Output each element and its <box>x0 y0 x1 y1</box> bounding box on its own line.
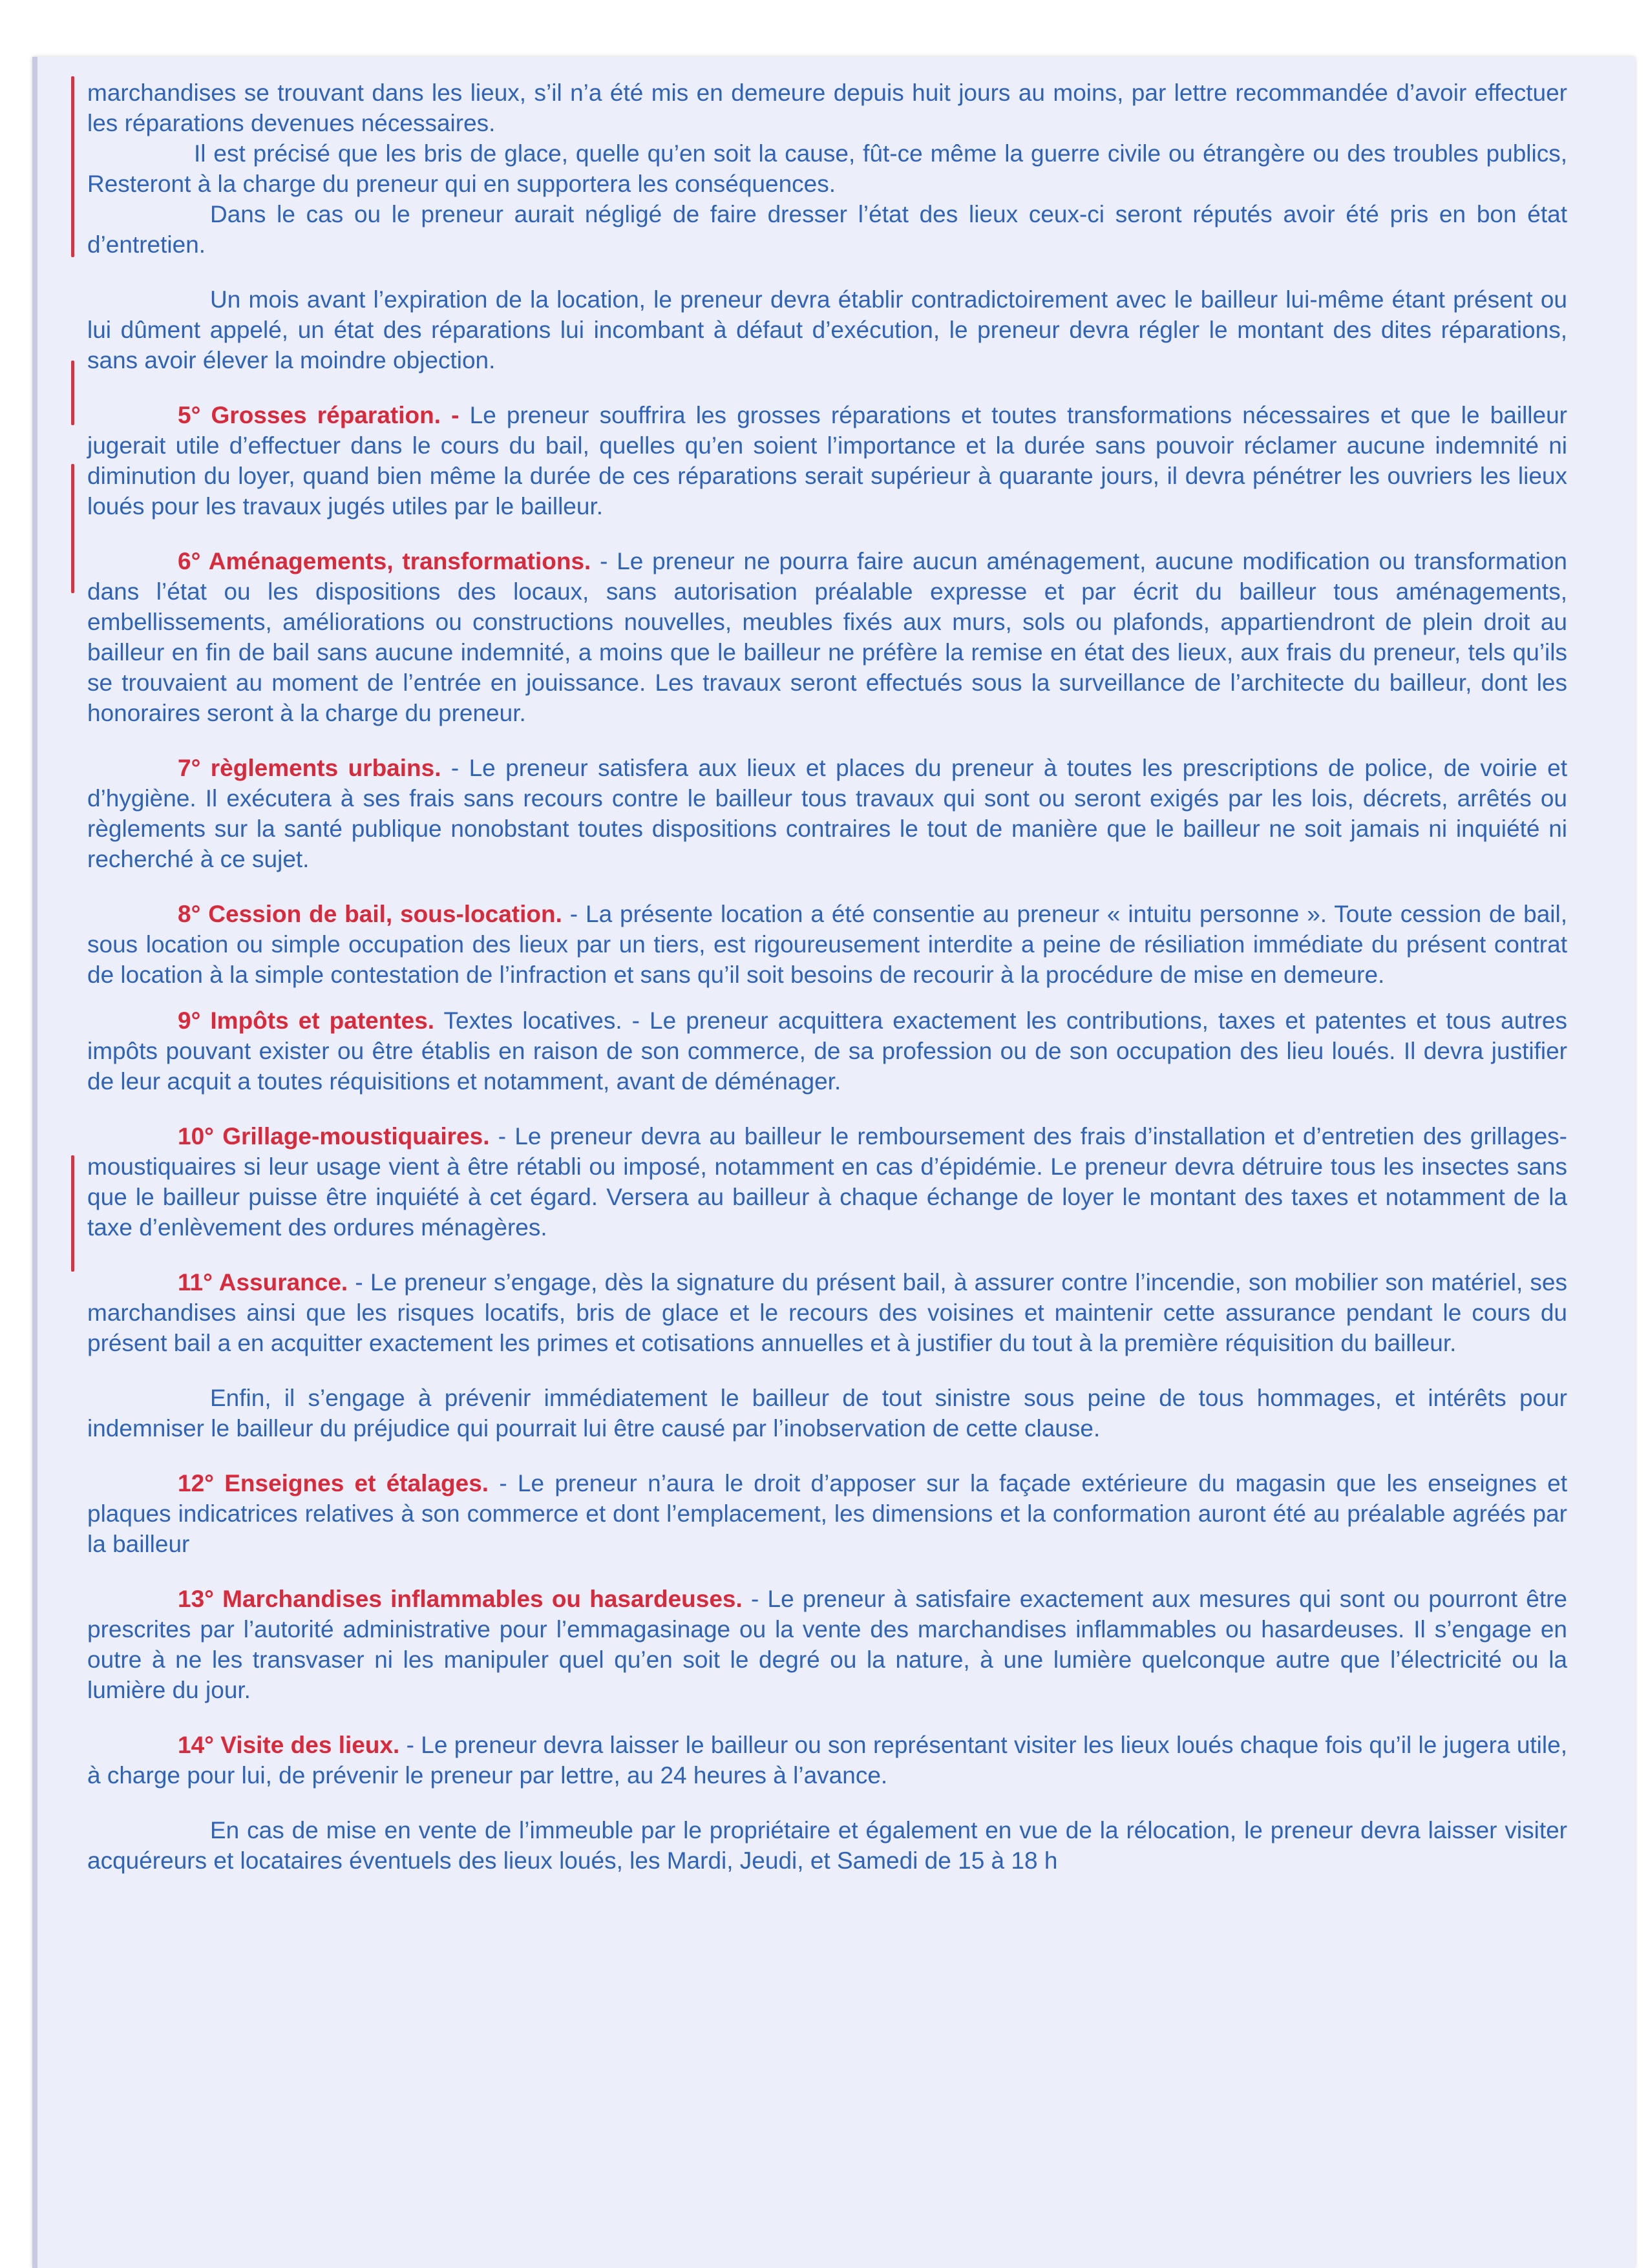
article-10-text: - Le preneur devra au bailleur le remboursement des frais d’installation et d’entretien des grillages-moustiquaires si leur usage vient à être rétabli ou imposé, notamment en cas d’épidémie. Le preneur devra détruire tous les insectes sans que le bailleur puisse être inquiété à cet égard. Versera au bailleur à chaque échange de loyer le montant des taxes et notamment de la taxe d’enlèvement des ordures ménagères. <box>87 1123 1567 1241</box>
article-7-text: - Le preneur satisfera aux lieux et places du preneur à toutes les prescriptions de police, de voirie et d’hygiène. Il exécutera à ses frais sans recours contre le bailleur tous travaux qui sont ou seront exigés par les lois, décrets, arrêtés ou règlements sur la santé publique nonobstant toutes dispositions contraires le tout de manière que le bailleur ne soit jamais ni inquiété ni recherché à ce sujet. <box>87 755 1567 872</box>
article-14-text: - Le preneur devra laisser le bailleur ou son représentant visiter les lieux loués chaque fois qu’il le jugera utile, à charge pour lui, de prévenir le preneur par lettre, au 24 heures à l’avance. <box>87 1732 1567 1789</box>
paragraph-intro-2: Il est précisé que les bris de glace, quelle qu’en soit la cause, fût-ce même la guerre civile ou étrangère ou des troubles publics, Resteront à la charge du preneur qui en supportera les conséquences. <box>87 140 1567 197</box>
article-7 <box>87 753 1567 874</box>
article-11-title: 11° Assurance. <box>178 1269 348 1296</box>
article-12-text: - Le preneur n’aura le droit d’apposer sur la façade extérieure du magasin que les enseignes et plaques indicatrices relatives à son commerce et dont l’emplacement, les dimensions et la conformation auront été au préalable agréés par la bailleur <box>87 1470 1568 1557</box>
margin-mark <box>71 361 74 425</box>
article-5-text: Le preneur souffrira les grosses réparations et toutes transformations nécessaires et que le bailleur jugerait utile d’effectuer dans le cours du bail, quelles qu’en soient l’importance et la durée sans pouvoir réclamer aucune indemnité ni diminution du loyer, quand bien même la durée de ces réparations serait supérieur à quarante jours, il devra pénétrer les ouvriers les lieux loués pour les travaux jugés utiles par le bailleur. <box>87 402 1567 520</box>
article-8 <box>87 899 1567 990</box>
article-5-title: 5° Grosses réparation. - <box>178 402 460 428</box>
margin-mark <box>71 76 74 257</box>
margin-mark <box>71 1155 74 1272</box>
article-9-title: 9° Impôts et patentes. <box>178 1007 435 1034</box>
article-10 <box>87 1121 1567 1243</box>
article-11 <box>87 1267 1567 1358</box>
page-edge <box>32 57 37 2268</box>
article-13-title: 13° Marchandises inflammables ou hasardeuses. <box>178 1586 743 1612</box>
article-8-title: 8° Cession de bail, sous-location. <box>178 901 562 927</box>
article-6 <box>87 546 1567 728</box>
article-12 <box>87 1468 1567 1559</box>
margin-mark <box>71 464 74 593</box>
article-9-text: Textes locatives. - Le preneur acquittera exactement les contributions, taxes et patentes et tous autres impôts pouvant exister ou être établis en raison de son commerce, de sa profession ou de son occupation des lieu loués. Il devra justifier de leur acquit a toutes réquisitions et notamment, avant de déménager. <box>87 1007 1567 1095</box>
article-9 <box>87 1005 1567 1097</box>
article-14-title: 14° Visite des lieux. <box>178 1732 400 1758</box>
contract-text <box>87 78 1567 1876</box>
article-10-title: 10° Grillage-moustiquaires. <box>178 1123 490 1150</box>
article-13-text: - Le preneur à satisfaire exactement aux mesures qui sont ou pourront être prescrites par l’autorité administrative pour l’emmagasinage ou la vente des marchandises inflammables ou hasardeuses. Il s’engage en outre à ne les transvaser ni les manipuler quel qu’en soit le degré ou la nature, à une lumière quelconque autre que l’électricité ou la lumière du jour. <box>87 1586 1568 1703</box>
paragraph-intro-4: Un mois avant l’expiration de la location, le preneur devra établir contradictoirement avec le bailleur lui-même étant présent ou lui dûment appelé, un état des réparations lui incombant à défaut d’exécution, le preneur devra régler le montant des dites réparations, sans avoir élever la moindre objection. <box>87 286 1567 373</box>
article-6-text: - Le preneur ne pourra faire aucun aménagement, aucune modification ou transformation dans l’état ou les dispositions des locaux, sans autorisation préalable expresse et par écrit du bailleur tous aménagements, embellissements, améliorations ou constructions nouvelles, meubles fixés aux murs, sols ou plafonds, appartiendront de plein droit au bailleur en fin de bail sans aucune indemnité, a moins que le bailleur ne préfère la remise en état des lieux, aux frais du preneur, tels qu’ils se trouvaient au moment de l’entrée en jouissance. Les travaux seront effectués sous la surveillance de l’architecte du bailleur, dont les honoraires seront à la charge du preneur. <box>87 548 1567 726</box>
article-11-followup: Enfin, il s’engage à prévenir immédiatement le bailleur de tout sinistre sous peine de tous hommages, et intérêts pour indemniser le bailleur du préjudice qui pourrait lui être causé par l’inobservation de cette clause. <box>87 1385 1567 1442</box>
article-12-title: 12° Enseignes et étalages. <box>178 1470 489 1496</box>
article-6-title: 6° Aménagements, transformations. <box>178 548 591 574</box>
paragraph-intro-3: Dans le cas ou le preneur aurait négligé de faire dresser l’état des lieux ceux-ci seront réputés avoir été pris en bon état d’entretien. <box>87 201 1567 258</box>
article-14 <box>87 1730 1567 1790</box>
article-7-title: 7° règlements urbains. <box>178 755 441 781</box>
article-5 <box>87 400 1567 521</box>
paragraph-intro-1: marchandises se trouvant dans les lieux, s’il n’a été mis en demeure depuis huit jours au moins, par lettre recommandée d’avoir effectuer les réparations devenues nécessaires. <box>87 79 1567 136</box>
closing-paragraph: En cas de mise en vente de l’immeuble par le propriétaire et également en vue de la rélocation, le preneur devra laisser visiter acquéreurs et locataires éventuels des lieux loués, les Mardi, Jeudi, et Samedi de 15 à 18 h <box>87 1817 1567 1874</box>
article-13 <box>87 1584 1567 1705</box>
article-8-text: - La présente location a été consentie au preneur « intuitu personne ». Toute cession de bail, sous location ou simple occupation des lieux par un tiers, est rigoureusement interdite a peine de résiliation immédiate du présent contrat de location à la simple contestation de l’infraction et sans qu’il soit besoins de recourir à la procédure de mise en demeure. <box>87 901 1567 988</box>
article-11-text: - Le preneur s’engage, dès la signature du présent bail, à assurer contre l’incendie, son mobilier son matériel, ses marchandises ainsi que les risques locatifs, bris de glace et le recours des voisines et maintenir cette assurance pendant le cours du présent bail a en acquitter exactement les primes et cotisations annuelles et à justifier du tout à la première réquisition du bailleur. <box>87 1269 1567 1356</box>
